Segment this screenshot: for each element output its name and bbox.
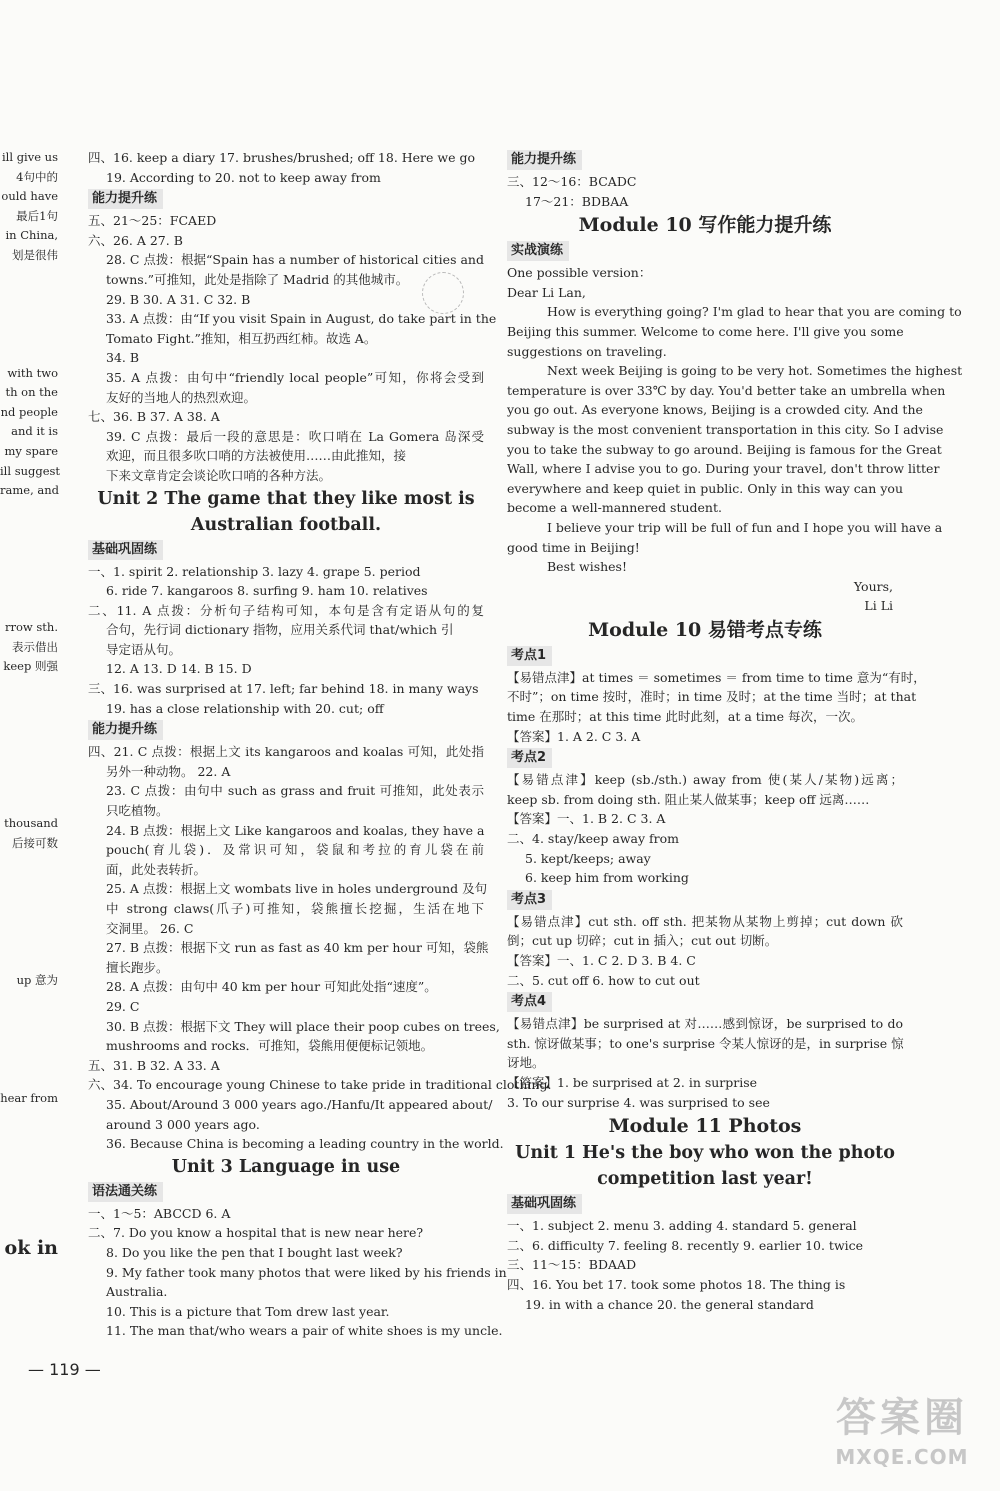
cut-off-text-fragment: with two [7, 365, 58, 380]
answer-line: 3. To our surprise 4. was surprised to see [507, 1094, 770, 1110]
cut-off-text-fragment [0, 795, 62, 815]
answer-line: How is everything going? I'm glad to hear that you are coming to [547, 304, 962, 320]
section-heading: Australian football. [190, 514, 382, 535]
section-label: 能力提升练 [507, 150, 582, 170]
cut-off-text-fragment [0, 599, 62, 619]
cut-off-text-fragment [0, 991, 62, 1011]
answer-line: 五、31. B 32. A 33. A [88, 1057, 220, 1073]
section-heading: Module 11 Photos [608, 1115, 802, 1138]
section-heading: competition last year! [597, 1169, 813, 1190]
answer-line: 29. B 30. A 31. C 32. B [106, 291, 251, 307]
section-row [88, 187, 484, 211]
answer-line: 6. ride 7. kangaroos 8. surfing 9. ham 10. relatives [106, 583, 428, 599]
answer-line: 33. A 点拨：由“If you visit Spain in August, do take part in the [106, 311, 497, 327]
cut-off-text-fragment [0, 1069, 62, 1089]
cut-off-text-fragment: ill suggest [0, 463, 61, 478]
answer-line: 19. in with a chance 20. the general standard [525, 1296, 814, 1312]
section-label: 考点3 [507, 890, 552, 910]
answer-line: 【易错点津】be surprised at 对……感到惊讶，be surprised to do [507, 1016, 903, 1032]
answer-line: 【易错点津】cut sth. off sth. 把某物从某物上剪掉；cut down 砍 [507, 913, 903, 929]
answer-line: 二、4. stay/keep away from [507, 831, 680, 847]
answer-line: Beijing this summer. Welcome to come here. I'll give you some [507, 323, 904, 339]
left-column-fragments [0, 148, 62, 1262]
cut-off-text-fragment [0, 873, 62, 893]
section-label: 基础巩固练 [88, 540, 163, 560]
answer-line: 面，此处表转折。 [106, 861, 207, 877]
watermark-logo [812, 1392, 992, 1482]
cut-off-text-fragment [0, 1049, 62, 1069]
answer-line: 导定语从句。 [106, 641, 182, 657]
cut-off-text-fragment [0, 266, 62, 286]
answer-line: sth. 惊讶做某事；to one's surprise 令某人惊讶的是，in surprise 惊 [507, 1035, 904, 1051]
answer-line: 25. A 点拨：根据上文 wombats live in holes underground 及句 [106, 881, 488, 897]
cut-off-text-fragment: and it is [11, 424, 58, 439]
section-label: 考点4 [507, 992, 552, 1012]
answer-line: 不时”；on time 按时，准时；in time 及时；at the time 当时；at that [507, 689, 917, 705]
section-row [507, 746, 903, 770]
cut-off-text-fragment [0, 1128, 62, 1148]
answer-line: 5. kept/keeps; away [525, 850, 651, 866]
cut-off-text-fragment [0, 1030, 62, 1050]
cut-off-text-fragment: rame, and [0, 483, 59, 498]
cut-off-text-fragment: ok in [4, 1236, 58, 1259]
answer-line: 四、16. You bet 17. took some photos 18. The thing is [507, 1276, 846, 1292]
answer-line: 四、21. C 点拨：根据上文 its kangaroos and koalas 可知，此处指 [88, 744, 484, 760]
section-label: 语法通关练 [88, 1182, 163, 1202]
answer-line: 三、11～15：BDAAD [507, 1257, 637, 1273]
cut-off-text-fragment: keep 则强 [3, 659, 58, 674]
answer-line: time 在那时；at this time 此时此刻，at a time 每次，一次。 [507, 709, 864, 725]
answer-line: 【答案】一、1. B 2. C 3. A [507, 811, 666, 827]
answer-line: mushrooms and rocks．可推知，袋熊用便便标记领地。 [106, 1038, 434, 1054]
section-row [88, 1180, 484, 1204]
cut-off-text-fragment [0, 853, 62, 873]
answer-line: 二、11. A 点拨：分析句子结构可知，本句是含有定语从句的复 [88, 602, 484, 618]
cut-off-text-fragment: in China, [5, 228, 58, 243]
answer-line: 二、6. difficulty 7. feeling 8. recently 9. earlier 10. twice [507, 1237, 864, 1253]
cut-off-text-fragment: up 意为 [16, 972, 58, 987]
answer-line: suggestions on traveling. [507, 343, 667, 359]
answer-line: Yours, [853, 578, 893, 594]
answer-line: 36. Because China is becoming a leading country in the world. [106, 1136, 504, 1152]
section-label: 考点2 [507, 748, 552, 768]
answer-line: 10. This is a picture that Tom drew last year. [106, 1303, 390, 1319]
cut-off-text-fragment: hear from [0, 1090, 58, 1105]
cut-off-text-fragment [0, 324, 62, 344]
answer-line: 【答案】一、1. C 2. D 3. B 4. C [507, 953, 696, 968]
section-heading: Module 10 易错考点专练 [588, 618, 822, 641]
answer-line: 中 strong claws(爪子)可推知，袋熊擅长挖掘，生活在地下 [106, 901, 484, 916]
cut-off-text-fragment [0, 305, 62, 325]
answer-line: 七、36. B 37. A 38. A [88, 409, 220, 425]
answer-line: 二、7. Do you know a hospital that is new near here? [88, 1225, 424, 1241]
cut-off-text-fragment [0, 501, 62, 521]
answer-line: Australia. [106, 1284, 168, 1300]
answer-line: around 3 000 years ago. [106, 1116, 260, 1132]
cut-off-text-fragment: 后接可数 [12, 835, 58, 850]
cut-off-text-fragment: th on the [5, 385, 58, 400]
answer-line: Tomato Fight.”推知，相互扔西红柿。故选 A。 [106, 330, 377, 346]
answer-line: Next week Beijing is going to be very hot. Sometimes the highest [547, 363, 963, 379]
answer-line: 合句，先行词 dictionary 指物，应用关系代词 that/which 引 [106, 622, 454, 638]
section-label: 实战演练 [507, 241, 569, 261]
answer-line: 倒；cut up 切碎；cut in 插入；cut out 切断。 [507, 933, 778, 949]
answer-line: 【答案】1. A 2. C 3. A [507, 728, 641, 744]
answer-line: I believe your trip will be full of fun and I hope you will have a [547, 519, 943, 535]
answer-line: Best wishes! [547, 559, 627, 575]
answer-line: 28. A 点拨：由句中 40 km per hour 可知此处指“速度”。 [106, 979, 437, 995]
answer-line: 35. A 点拨：由句中“friendly local people”可知，你将会受到 [106, 369, 484, 385]
answer-line: 【答案】1. be surprised at 2. in surprise [507, 1074, 758, 1090]
cut-off-text-fragment [0, 1010, 62, 1030]
cut-off-text-fragment [0, 697, 62, 717]
section-row [88, 538, 484, 562]
cut-off-text-fragment [0, 951, 62, 971]
answer-line: 一、1～5：ABCCD 6. A [88, 1205, 231, 1221]
answer-line: 39. C 点拨：最后一段的意思是：吹口哨在 La Gomera 岛深受 [106, 428, 484, 444]
answer-line: 欢迎，而且很多吹口哨的方法被使用……由此推知，接 [106, 448, 407, 464]
cut-off-text-fragment [0, 677, 62, 697]
answer-line: 交洞里。 26. C [106, 920, 194, 936]
section-heading: Unit 1 He's the boy who won the photo [515, 1143, 895, 1164]
answer-line: 9. My father took many photos that were liked by his friends in [106, 1264, 507, 1280]
answer-line: 30. B 点拨：根据下文 They will place their poop cubes on trees, [106, 1018, 500, 1034]
answer-line: good time in Beijing! [507, 539, 640, 555]
cut-off-text-fragment [0, 1206, 62, 1226]
answer-line: become a well-mannered student. [507, 500, 722, 516]
answer-line: everywhere and keep quiet in public. Only in this way can you [507, 480, 903, 496]
answer-line: 五、21～25：FCAED [88, 213, 217, 229]
answer-line: Dear Li Lan, [507, 284, 586, 300]
answer-line: keep sb. from doing sth. 阻止某人做某事；keep off 远离…… [507, 791, 870, 807]
answer-line: 11. The man that/who wears a pair of white shoes is my uncle. [106, 1323, 503, 1339]
cut-off-text-fragment [0, 912, 62, 932]
cut-off-text-fragment [0, 559, 62, 579]
answer-line: 35. About/Around 3 000 years ago./Hanfu/It appeared about/ [106, 1096, 493, 1112]
section-row [88, 718, 484, 742]
answer-line: One possible version： [507, 265, 652, 281]
section-row [507, 990, 903, 1014]
answer-line: 友好的当地人的热烈欢迎。 [106, 389, 257, 405]
answer-line: 29. C [106, 998, 140, 1014]
section-heading: Unit 2 The game that they like most is [97, 488, 475, 509]
answer-line: 四、16. keep a diary 17. brushes/brushed; off 18. Here we go [88, 150, 476, 165]
section-heading: Unit 3 Language in use [171, 1156, 401, 1177]
answer-line: you to take the subway to go around. Beijing is famous for the Great [507, 441, 942, 457]
cut-off-text-fragment [0, 1147, 62, 1167]
cut-off-text-fragment: 4句中的 [16, 169, 58, 184]
answer-line: 28. C 点拨：根据“Spain has a number of historical cities and [106, 252, 484, 268]
cut-off-text-fragment: 划是很伟 [12, 247, 58, 262]
answer-line: Wall, where I advise you to go. During your travel, don't throw litter [507, 461, 940, 477]
cut-off-text-fragment [0, 893, 62, 913]
cut-off-text-fragment: ould have [1, 189, 58, 204]
answer-line: 6. keep him from working [525, 870, 689, 886]
answer-line: 六、26. A 27. B [88, 232, 183, 248]
cut-off-text-fragment [0, 540, 62, 560]
answer-line: pouch(育儿袋)．及常识可知，袋鼠和考拉的育儿袋在前 [106, 842, 484, 858]
cut-off-text-fragment [0, 1108, 62, 1128]
section-row [507, 239, 903, 263]
answer-line: 19. According to 20. not to keep away from [106, 169, 381, 185]
section-row [507, 148, 903, 172]
answer-line: 下来文章肯定会谈论吹口哨的各种方法。 [106, 467, 332, 483]
cut-off-text-fragment [0, 1167, 62, 1187]
cut-off-text-fragment: nd people [0, 404, 58, 419]
cut-off-text-fragment: ill give us [2, 150, 58, 164]
answer-line: 【易错点津】at times ＝ sometimes ＝ from time to time 意为“有时， [507, 669, 926, 685]
answer-line: 12. A 13. D 14. B 15. D [106, 661, 252, 677]
section-label: 基础巩固练 [507, 1194, 582, 1214]
cut-off-text-fragment [0, 344, 62, 364]
answer-line: 27. B 点拨：根据下文 run as fast as 40 km per hour 可知，袋熊 [106, 940, 489, 956]
cut-off-text-fragment: my spare [4, 443, 58, 458]
answer-line: 三、12～16：BCADC [507, 174, 637, 189]
section-label: 考点1 [507, 646, 552, 666]
answer-line: 一、1. subject 2. menu 3. adding 4. standard 5. general [507, 1218, 857, 1234]
answer-line: 19. has a close relationship with 20. cut; off [106, 700, 384, 716]
cut-off-text-fragment [0, 736, 62, 756]
cut-off-text-fragment [0, 285, 62, 305]
section-row [507, 1192, 903, 1216]
answer-line: 另外一种动物。 22. A [106, 763, 231, 779]
answer-line: 23. C 点拨：由句中 such as grass and fruit 可推知，此处表示 [106, 783, 484, 799]
cut-off-text-fragment [0, 579, 62, 599]
answer-line: 8. Do you like the pen that I bought last week? [106, 1244, 403, 1260]
answer-line: you go out. As everyone knows, Beijing is a crowded city. And the [507, 402, 923, 418]
answer-line: towns.”可推知，此处是指除了 Madrid 的其他城市。 [106, 271, 409, 287]
answer-line: 擅长跑步。 [106, 959, 169, 975]
page-number: — 119 — [28, 1360, 101, 1379]
watermark-logo-text: 答案圈 [836, 1395, 968, 1441]
answer-line: Li Li [864, 598, 893, 614]
cut-off-text-fragment [0, 932, 62, 952]
cut-off-text-fragment [0, 1186, 62, 1206]
answer-line: 三、16. was surprised at 17. left; far behind 18. in many ways [88, 681, 479, 697]
section-row [507, 888, 903, 912]
answer-line: 一、1. spirit 2. relationship 3. lazy 4. grape 5. period [88, 563, 421, 579]
cut-off-text-fragment: 表示借出 [12, 639, 58, 654]
answer-line: 六、34. To encourage young Chinese to take pride in traditional clothing. [88, 1077, 552, 1093]
answer-line: 【易错点津】keep (sb./sth.) away from 使(某人/某物)远离； [507, 772, 903, 788]
cut-off-text-fragment: rrow sth. [4, 620, 58, 635]
answer-line: 讶地。 [507, 1055, 545, 1071]
answer-line: 17～21：BDBAA [525, 193, 629, 209]
answer-line: subway is the most convenient transportation in this city. So I advise [507, 421, 944, 437]
cut-off-text-fragment: thousand [4, 816, 58, 831]
answer-line: temperature is over 33℃ by day. You'd better take an umbrella when [507, 382, 946, 398]
answer-line: 二、5. cut off 6. how to cut out [507, 972, 700, 988]
section-row [507, 644, 903, 668]
right-column [507, 148, 963, 1314]
cut-off-text-fragment [0, 755, 62, 775]
cut-off-text-fragment [0, 520, 62, 540]
section-heading: Module 10 写作能力提升练 [578, 214, 832, 237]
section-label: 能力提升练 [88, 720, 163, 740]
answer-line: 34. B [106, 350, 140, 366]
cut-off-text-fragment [0, 775, 62, 795]
watermark-url: MXQE.COM [835, 1445, 969, 1469]
cut-off-text-fragment [0, 716, 62, 736]
section-label: 能力提升练 [88, 189, 163, 209]
cut-off-text-fragment: 最后1句 [16, 208, 58, 223]
stamp-mark [422, 272, 464, 314]
answer-line: 只吃植物。 [106, 803, 169, 819]
answer-line: 24. B 点拨：根据上文 Like kangaroos and koalas, they have a [106, 822, 485, 838]
